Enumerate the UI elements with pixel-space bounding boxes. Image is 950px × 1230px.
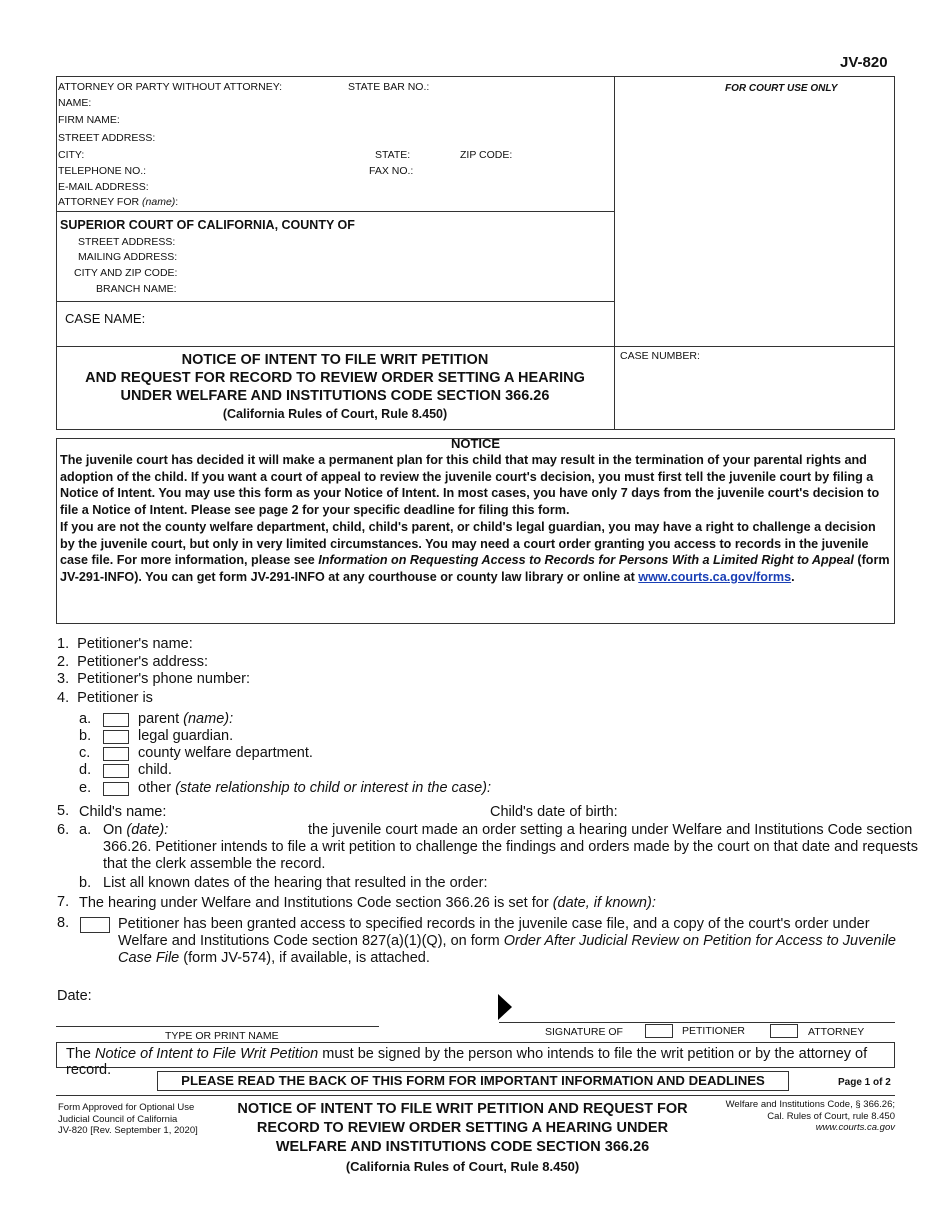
court-title: SUPERIOR COURT OF CALIFORNIA, COUNTY OF: [60, 218, 355, 232]
attorney-label: ATTORNEY OR PARTY WITHOUT ATTORNEY:: [58, 81, 283, 93]
checkbox-attorney[interactable]: [770, 1024, 798, 1038]
child-dob-field[interactable]: Child's date of birth:: [490, 804, 618, 820]
city-field[interactable]: CITY:: [58, 149, 85, 161]
court-use-label: FOR COURT USE ONLY: [725, 83, 838, 94]
item-4: 4. Petitioner is: [57, 690, 153, 706]
attorney-for-hint: (name): [142, 196, 176, 208]
footer-title: NOTICE OF INTENT TO FILE WRIT PETITION AND REQUEST FOR RECORD TO REVIEW ORDER SETTING A HEARING UNDER WELFARE AND INSTITUTIONS CODE SECTION 366.26 (California Rules of Court, Rule 8.450): [237, 1101, 688, 1174]
signature-of-label: SIGNATURE OF: [545, 1026, 623, 1038]
item-3[interactable]: 3. Petitioner's phone number:: [57, 671, 251, 687]
footer-left: Form Approved for Optional Use Judicial Council of California JV-820 [Rev. September 1, 2020]: [58, 1102, 198, 1136]
telephone-field[interactable]: TELEPHONE NO.:: [58, 165, 147, 177]
footer-right: Welfare and Institutions Code, § 366.26; Cal. Rules of Court, rule 8.450 www.courts.ca.gov: [700, 1099, 895, 1134]
option-parent: a.: [79, 711, 92, 727]
signature-arrow-icon: [498, 994, 512, 1020]
case-number-field[interactable]: CASE NUMBER:: [620, 350, 700, 362]
court-mailing-field[interactable]: MAILING ADDRESS:: [78, 251, 178, 263]
name-field[interactable]: NAME:: [58, 97, 92, 109]
court-branch-field[interactable]: BRANCH NAME:: [96, 283, 177, 295]
email-field[interactable]: E-MAIL ADDRESS:: [58, 181, 149, 193]
firm-name-field[interactable]: FIRM NAME:: [58, 114, 120, 126]
item-5: 5.: [57, 803, 70, 819]
print-name-label: TYPE OR PRINT NAME: [165, 1030, 279, 1042]
notice-text: The juvenile court has decided it will make a permanent plan for this child that may result in the termination of your parental rights and adoption of the child. If you want a court of appeal to review the juvenile court's decision, you must first tell the juvenile court by filing a Notice of Intent. You may use this form as your Notice of Intent. In most cases, you have only 7 days from the juvenile court's decision to file a Notice of Intent. Please see page 2 for your specific deadline for filing this form. If you are not the county welfare department, child, child's parent, or child's legal guardian, you may have a right to challenge a decision by the juvenile court, but only in very limited circumstances. You may need a court order granting you access to records in the juvenile case file. For more information, please see Information on Requesting Access to Records for Persons With a Limited Right to Appeal (form JV-291-INFO). You can get form JV-291-INFO at any courthouse or county law library or online at www.courts.ca.gov/forms.: [60, 453, 890, 584]
checkbox-legal-guardian[interactable]: [103, 730, 129, 744]
attorney-for-field[interactable]: ATTORNEY FOR (name):: [58, 196, 179, 208]
form-number: JV-820: [840, 54, 888, 71]
court-street-field[interactable]: STREET ADDRESS:: [78, 236, 176, 248]
checkbox-other[interactable]: [103, 782, 129, 796]
hearing-dates-field[interactable]: List all known dates of the hearing that resulted in the order:: [103, 875, 488, 891]
zip-field[interactable]: ZIP CODE:: [460, 149, 513, 161]
signature-note: The Notice of Intent to File Writ Petition must be signed by the person who intends to file the writ petition or by the attorney of record.: [56, 1042, 895, 1068]
checkbox-child[interactable]: [103, 764, 129, 778]
checkbox-records-access[interactable]: [80, 917, 110, 933]
notice-heading: NOTICE: [450, 436, 501, 451]
attorney-for-label: ATTORNEY FOR: [58, 196, 140, 208]
item-1[interactable]: 1. Petitioner's name:: [57, 636, 193, 652]
court-city-field[interactable]: CITY AND ZIP CODE:: [74, 267, 178, 279]
item-7: 7.: [57, 894, 70, 910]
fax-field[interactable]: FAX NO.:: [369, 165, 414, 177]
item-8: 8.: [57, 915, 70, 931]
hearing-date-field[interactable]: The hearing under Welfare and Institutions Code section 366.26 is set for (date, if known):: [79, 895, 656, 911]
state-field[interactable]: STATE:: [375, 149, 411, 161]
page-number: Page 1 of 2: [838, 1077, 891, 1088]
form-title: NOTICE OF INTENT TO FILE WRIT PETITION AND REQUEST FOR RECORD TO REVIEW ORDER SETTING A HEARING UNDER WELFARE AND INSTITUTIONS CODE SECTION 366.26 (California Rules of Court, Rule 8.450): [85, 352, 585, 421]
item-2[interactable]: 2. Petitioner's address:: [57, 654, 209, 670]
courts-forms-link[interactable]: www.courts.ca.gov/forms: [638, 569, 792, 584]
footer-website[interactable]: www.courts.ca.gov: [815, 1122, 895, 1133]
date-field[interactable]: Date:: [57, 988, 92, 1004]
checkbox-petitioner[interactable]: [645, 1024, 673, 1038]
please-read-banner: PLEASE READ THE BACK OF THIS FORM FOR IMPORTANT INFORMATION AND DEADLINES: [157, 1071, 789, 1091]
state-bar-label: STATE BAR NO.:: [348, 81, 430, 93]
case-name-field[interactable]: CASE NAME:: [65, 311, 146, 326]
street-address-field[interactable]: STREET ADDRESS:: [58, 132, 156, 144]
child-name-field[interactable]: Child's name:: [79, 804, 167, 820]
order-date-field[interactable]: On (date):: [103, 822, 169, 838]
item-6: 6.: [57, 822, 70, 838]
checkbox-parent[interactable]: [103, 713, 129, 727]
checkbox-county-welfare[interactable]: [103, 747, 129, 761]
